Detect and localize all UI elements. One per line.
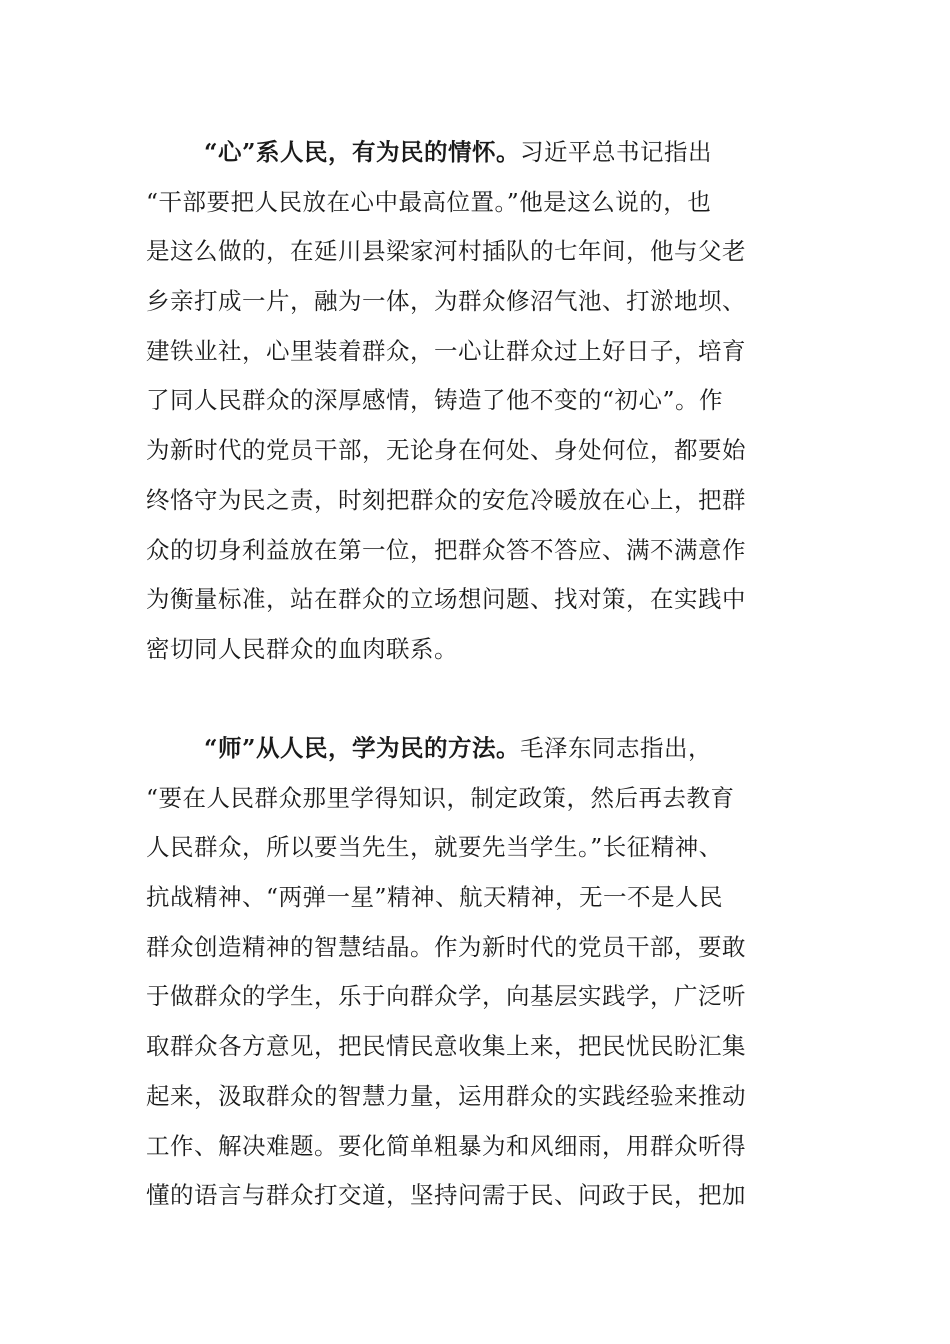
paragraph-lead-heading: “心”系人民，有为民的情怀。: [204, 138, 521, 166]
text-line: 起来，汲取群众的智慧力量，运用群众的实践经验来推动: [146, 1081, 746, 1110]
text-line: 人民群众，所以要当先生，就要先当学生。”长征精神、: [146, 833, 723, 862]
text-line: 密切同人民群众的血肉联系。: [146, 634, 458, 663]
text-line: 为新时代的党员干部，无论身在何处、身处何位，都要始: [146, 436, 746, 465]
text-line: 于做群众的学生，乐于向群众学，向基层实践学，广泛听: [146, 982, 746, 1011]
text-line: 群众创造精神的智慧结晶。作为新时代的党员干部，要敢: [146, 932, 746, 961]
text-line: 工作、解决难题。要化简单粗暴为和风细雨，用群众听得: [146, 1131, 746, 1160]
paragraph-first-line: [146, 132, 786, 182]
text-line: 抗战精神、“两弹一星”精神、航天精神，无一不是人民: [146, 883, 724, 912]
paragraph-first-line: [146, 728, 786, 778]
text-line: 终恪守为民之责，时刻把群众的安危冷暖放在心上，把群: [146, 485, 746, 514]
text-line: 众的切身利益放在第一位，把群众答不答应、满不满意作: [146, 535, 746, 564]
text-line: “要在人民群众那里学得知识，制定政策，然后再去教育: [146, 783, 735, 812]
text-line: 是这么做的，在延川县梁家河村插队的七年间，他与父老: [146, 237, 746, 266]
paragraph-2: [146, 728, 786, 1225]
paragraph-1: [146, 132, 786, 679]
text-line: 了同人民群众的深厚感情，铸造了他不变的“初心”。作: [146, 386, 724, 415]
text-line: “干部要把人民放在心中最高位置。”他是这么说的，也: [146, 187, 712, 216]
text-line: 习近平总书记指出: [520, 138, 713, 166]
text-line: 为衡量标准，站在群众的立场想问题、找对策，在实践中: [146, 585, 746, 614]
text-line: 取群众各方意见，把民情民意收集上来，把民忧民盼汇集: [146, 1032, 746, 1061]
text-line: 懂的语言与群众打交道，坚持问需于民、问政于民，把加: [146, 1181, 746, 1210]
text-line: 乡亲打成一片，融为一体，为群众修沼气池、打淤地坝、: [146, 287, 746, 316]
paragraph-lead-heading: “师”从人民，学为民的方法。: [204, 734, 521, 762]
text-line: 毛泽东同志指出，: [520, 734, 713, 762]
text-line: 建铁业社，心里装着群众，一心让群众过上好日子，培育: [146, 336, 746, 365]
